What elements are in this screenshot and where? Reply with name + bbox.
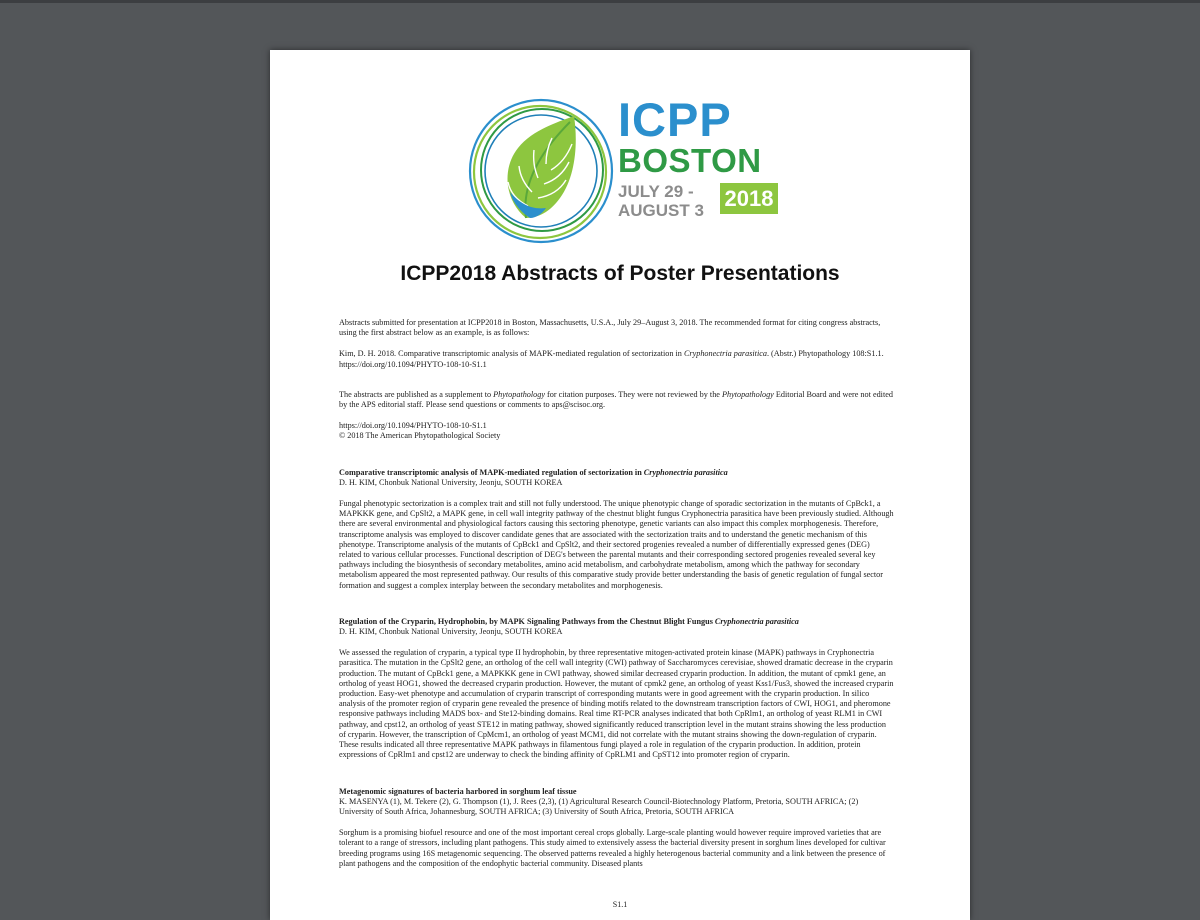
logo-dates-line1: JULY 29 -	[618, 182, 694, 201]
logo-dates-line2: AUGUST 3	[618, 201, 704, 220]
copyright: © 2018 The American Phytopathological Society	[339, 431, 501, 441]
supplement-journal-1: Phytopathology	[493, 389, 545, 399]
citation-ref: . (Abstr.) Phytopathology 108:S1.1. https://doi.org/10.1094/PHYTO-108-10-S1.1	[339, 349, 884, 369]
citation-example	[339, 349, 894, 369]
pdf-page[interactable]	[270, 50, 970, 920]
leaf-circle-icon	[466, 96, 616, 246]
supplement-text-3: Editorial Board and were not edited by the APS editorial staff. Please send questions or comments to aps@scisoc.org.	[339, 389, 893, 410]
abstract-1-title	[339, 468, 894, 478]
citation-species: Cryphonectria parasitica	[683, 349, 767, 359]
abstract-3-body: Sorghum is a promising biofuel resource and one of the most important cereal crops globally. Large-scale planting would however require improved varieties that are tolerant to a range of stressors, including plant pathogens. This study aimed to extensively assess the bacterial diversity present in sorghum lines developed for cultivar breeding programs using 16S metagenomic sequencing. The observed patterns revealed a highly heterogenous bacterial community and a link between the presence of plant pathogens and the composition of the endophytic bacterial community. Diseased plants	[339, 828, 886, 868]
logo-dates	[618, 182, 704, 220]
logo-boston: BOSTON	[618, 142, 762, 179]
logo-icpp: ICPP	[618, 93, 732, 146]
abstract-1-authors: D. H. KIM, Chonbuk National University, Jeonju, SOUTH KOREA	[339, 477, 563, 487]
abstract-1-body: Fungal phenotypic sectorization is a complex trait and still not fully understood. The unique phenotypic change of sporadic sectorization in the mutants of CpBck1, a MAPKKK gene, and CpSlt2, a MAPK gene, in cell wall integrity pathway of the chestnut blight fungus Cryphonectria parasitica have been previously studied. Although there are several environmental and physiological factors causing this sectoring phenotype, genetic variants can also impact this complex morphogenesis. Therefore, transcriptome analysis was employed to discover candidate genes that are associated with the sectorization traits and to understand the genetic mechanism of this phenotype. Transcriptome analysis of the mutants of CpBck1 and CpSlt2, and their sectored progenies revealed a number of differentially expressed genes (DEG) related to various cellular processes. Functional description of DEG's between the parental mutants and their corresponding sectored progenies revealed several key pathways including the biosynthesis of secondary metabolites, amino acid metabolism, and carbohydrate metabolism, among which the pathway for secondary metabolism appeared the most represented pathway. Our results of this comparative study provide better understanding the basis of genetic regulation of fungal sector formation and suggest a complex interplay between the secondary metabolites and morphogenesis.	[339, 499, 894, 590]
abstract-3-authors: K. MASENYA (1), M. Tekere (2), G. Thompson (1), J. Rees (2,3), (1) Agricultural Research Council-Biotechnology Platform, Pretoria, SOUTH AFRICA; (2) University of South Africa, Johannesburg, SOUTH AFRICA; (3) University of South Africa, Pretoria, SOUTH AFRICA	[339, 796, 859, 816]
document-body	[339, 318, 894, 869]
supplement-journal-2: Phytopathology	[721, 389, 774, 399]
supplement-text-1: The abstracts are published as a supplement to	[339, 389, 494, 399]
supplement-text-2: for citation purposes. They were not reviewed by the	[545, 389, 722, 399]
page-number: S1.1	[612, 900, 628, 909]
viewer-top-bar	[0, 0, 1200, 3]
document-title: ICPP2018 Abstracts of Poster Presentations	[400, 262, 840, 285]
abstract-2-body: We assessed the regulation of cryparin, a typical type II hydrophobin, by three representative mitogen-activated protein kinase (MAPK) pathways in Cryphonectria parasitica. The mutation in the CpSlt2 gene, an ortholog of the cell wall integrity (CWI) pathway of Saccharomyces cerevisiae, showed dramatic decrease in the cryparin production. The mutant of CpBck1 gene, a MAPKKK gene in CWI pathway, showed similar decreased cryparin production. In addition, the mutant of cpmk1 gene, an ortholog of yeast HOG1, showed the decreased cryparin production. However, the mutant of cpmk2 gene, an ortholog of yeast Kss1/Fus3, showed the increased cryparin production. Easy-wet phenotype and accumulation of cryparin transcript of corresponding mutants were in good agreement with the cryparin production. In silico analysis of the promoter region of cryparin gene revealed the presence of binding motifs related to the downstream transcription factors of CWI, HOG1, and pheromone responsive pathways including MADS box- and Ste12-binding domains. Real time RT-PCR analyses indicated that both CpRlm1, an ortholog of yeast RLM1 in CWI pathway, and cpst12, an ortholog of yeast STE12 in mating pathway, showed significantly reduced transcription level in the mutant strains showing the less production of cryparin. However, the transcription of CpMcm1, an ortholog of yeast MCM1, did not correlate with the mutant strains showing the down-regulation of cryparin. These results indicated all three representative MAPK pathways in filamentous fungi played a role in regulation of the cryparin production. In addition, protein expressions of CpRlm1 and cpst12 are underway to check the binding affinity of CpRLM1 and CpST12 into promoter region of cryparin.	[339, 648, 894, 760]
intro-paragraph: Abstracts submitted for presentation at ICPP2018 in Boston, Massachusetts, U.S.A., July 29–August 3, 2018. The recommended format for citing congress abstracts, using the first abstract below as an example, is as follows:	[339, 318, 881, 338]
citation-text: Kim, D. H. 2018. Comparative transcriptomic analysis of MAPK-mediated regulation of sectorization in	[339, 349, 684, 359]
abstract-1-title-text: Comparative transcriptomic analysis of MAPK-mediated regulation of sectorization in	[339, 467, 644, 477]
supplement-note	[339, 390, 894, 410]
abstract-2-title	[339, 617, 894, 627]
logo-year-badge: 2018	[720, 183, 778, 214]
abstract-2-authors: D. H. KIM, Chonbuk National University, Jeonju, SOUTH KOREA	[339, 627, 563, 637]
abstract-2-title-text: Regulation of the Cryparin, Hydrophobin, by MAPK Signaling Pathways from the Chestnut Blight Fungus	[339, 616, 715, 626]
doi-link[interactable]: https://doi.org/10.1094/PHYTO-108-10-S1.1	[339, 421, 487, 431]
icpp-logo	[466, 93, 786, 246]
abstract-1-title-species: Cryphonectria parasitica	[643, 467, 728, 477]
abstract-3-title: Metagenomic signatures of bacteria harbored in sorghum leaf tissue	[339, 786, 577, 796]
abstract-2-title-species: Cryphonectria parasitica	[714, 616, 799, 626]
